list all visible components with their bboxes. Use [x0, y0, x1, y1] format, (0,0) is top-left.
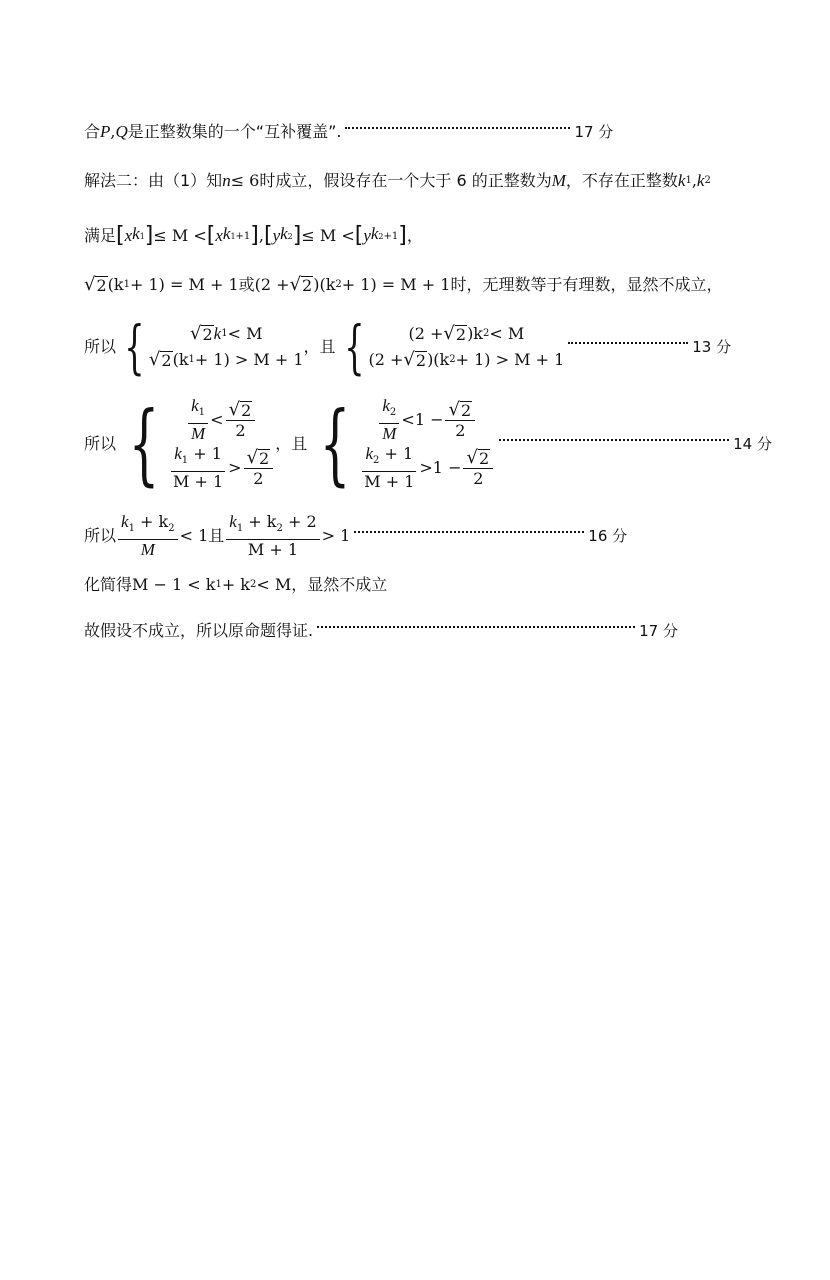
math: (k: [107, 275, 124, 294]
floor-open: [: [263, 222, 273, 248]
math: > 1: [321, 526, 351, 545]
var-k: k: [696, 171, 705, 190]
subscript: 1: [123, 279, 130, 290]
var-m: M: [551, 171, 566, 190]
line-2: [84, 170, 711, 192]
text: 且: [208, 526, 225, 545]
score: 13 分: [692, 338, 732, 356]
line-7: [84, 512, 627, 560]
var-x: x: [215, 225, 223, 245]
punct: ，: [406, 225, 423, 245]
floor-close: ]: [398, 222, 407, 248]
text: 满足: [84, 225, 117, 245]
text: 合: [84, 122, 101, 141]
subscript: k: [222, 224, 231, 243]
text: 时，无理数等于有理数，显然不成立，: [450, 275, 723, 294]
math: + k: [221, 575, 250, 594]
var-p: P: [100, 122, 111, 141]
fraction-1: $\frac{k_1 + k_2}{M}$: [118, 512, 178, 560]
ineq-2: √ 2 (k 1 + 1) > M + 1: [148, 348, 304, 370]
math: < 1: [179, 526, 209, 545]
leader-dots: [354, 531, 584, 533]
text: 所以: [84, 337, 117, 356]
math: M − 1 < k: [132, 575, 216, 594]
floor-close: ]: [250, 222, 259, 248]
subscript: 1: [230, 232, 236, 241]
comma: ,: [110, 122, 116, 141]
math: + 1) = M + 1: [129, 275, 239, 294]
text: ，且: [275, 434, 308, 453]
subscript: 2: [378, 232, 384, 241]
subscript: k: [370, 224, 379, 243]
text: 所以: [84, 526, 117, 545]
var-x: x: [124, 225, 133, 245]
score: 14 分: [733, 435, 772, 453]
ineq-5: $\frac{k_1}{M}$ < √ 2 2: [186, 396, 257, 444]
fraction-2: $\frac{k_1 + k_2 + 2}{M + 1}$: [226, 512, 319, 560]
text: 所以: [84, 434, 117, 453]
text: 故假设不成立，所以原命题得证.: [84, 621, 314, 640]
math: < M: [256, 575, 292, 594]
subscript: 2: [335, 279, 342, 290]
text: 时成立，假设存在一个大于 6 的正整数为: [259, 171, 552, 190]
var-k: k: [677, 171, 686, 190]
floor-close: ]: [292, 222, 302, 248]
sqrt-2: √ 2: [289, 273, 313, 295]
subscript: +1: [383, 231, 399, 242]
floor-open: [: [354, 222, 364, 248]
leader-dots: [568, 342, 688, 344]
ineq-3: (2 + √ 2 )k 2 < M: [408, 322, 525, 344]
text: ，不存在正整数: [565, 171, 678, 190]
subscript: 1: [685, 175, 692, 186]
math: ≤ 6: [230, 171, 260, 190]
var-q: Q: [115, 122, 128, 141]
floor-close: ]: [144, 222, 154, 248]
ineq-7: $\frac{k_2}{M}$ < 1 − √ 2 2: [377, 396, 477, 444]
text: ，且: [303, 337, 336, 356]
sqrt-2: √ 2: [84, 273, 107, 295]
ineq-4: (2 + √ 2 )(k 2 + 1) > M + 1: [368, 348, 565, 370]
text: 是正整数集的一个“互补覆盖”.: [127, 122, 342, 141]
subscript: k: [280, 224, 288, 243]
score: 17 分: [574, 123, 614, 141]
line-4: [84, 274, 722, 296]
leader-dots: [499, 439, 729, 441]
ineq-8: $\frac{k_2 + 1}{M + 1}$ > 1 − √ 2 2: [359, 444, 495, 492]
brace: {: [319, 392, 351, 495]
brace: {: [343, 313, 365, 381]
leader-dots: [317, 626, 635, 628]
math: + 1) = M + 1: [341, 275, 451, 294]
leader-dots: [345, 127, 570, 129]
brace: {: [124, 313, 145, 381]
var-y: y: [363, 225, 371, 245]
text: 化简得: [84, 575, 133, 594]
math: ≤ M <: [301, 225, 355, 245]
floor-open: [: [116, 222, 125, 248]
score: 16 分: [588, 527, 628, 545]
text: 或: [238, 275, 255, 294]
subscript: 2: [704, 175, 711, 186]
system-3: [116, 392, 275, 495]
math: (2 +: [254, 275, 290, 294]
subscript: k: [132, 224, 140, 243]
line-8: [84, 574, 387, 596]
floor-open: [: [206, 222, 216, 248]
var-y: y: [272, 225, 281, 245]
system-1: [116, 313, 304, 381]
system-4: [307, 392, 495, 495]
ineq-1: √ 2 k 1 < M: [190, 322, 263, 344]
subscript: 2: [287, 232, 293, 241]
ineq-6: $\frac{k_1 + 1}{M + 1}$ > √ 2 2: [168, 444, 275, 492]
subscript: +1: [235, 231, 251, 242]
subscript: 1: [139, 232, 145, 241]
system-2: [336, 313, 565, 381]
line-6: [84, 392, 772, 495]
comma: ,: [691, 171, 697, 190]
math: )(k: [313, 275, 336, 294]
math: ≤ M <: [153, 225, 207, 245]
text: 解法二：由（1）知: [84, 171, 223, 190]
brace: {: [128, 392, 160, 495]
subscript: 2: [250, 579, 257, 590]
line-3: 满足 [ x k1 ] ≤ M < [ x k1+1 ] , [ y k2 ] ≤ M < [ y k2+1 ] ，: [84, 222, 423, 248]
line-9: [84, 620, 678, 642]
subscript: 1: [215, 579, 222, 590]
score: 17 分: [639, 622, 678, 640]
line-5: [84, 313, 732, 381]
text: ，显然不成立: [291, 575, 388, 594]
line-1: [84, 121, 613, 143]
var-n: n: [222, 171, 231, 190]
